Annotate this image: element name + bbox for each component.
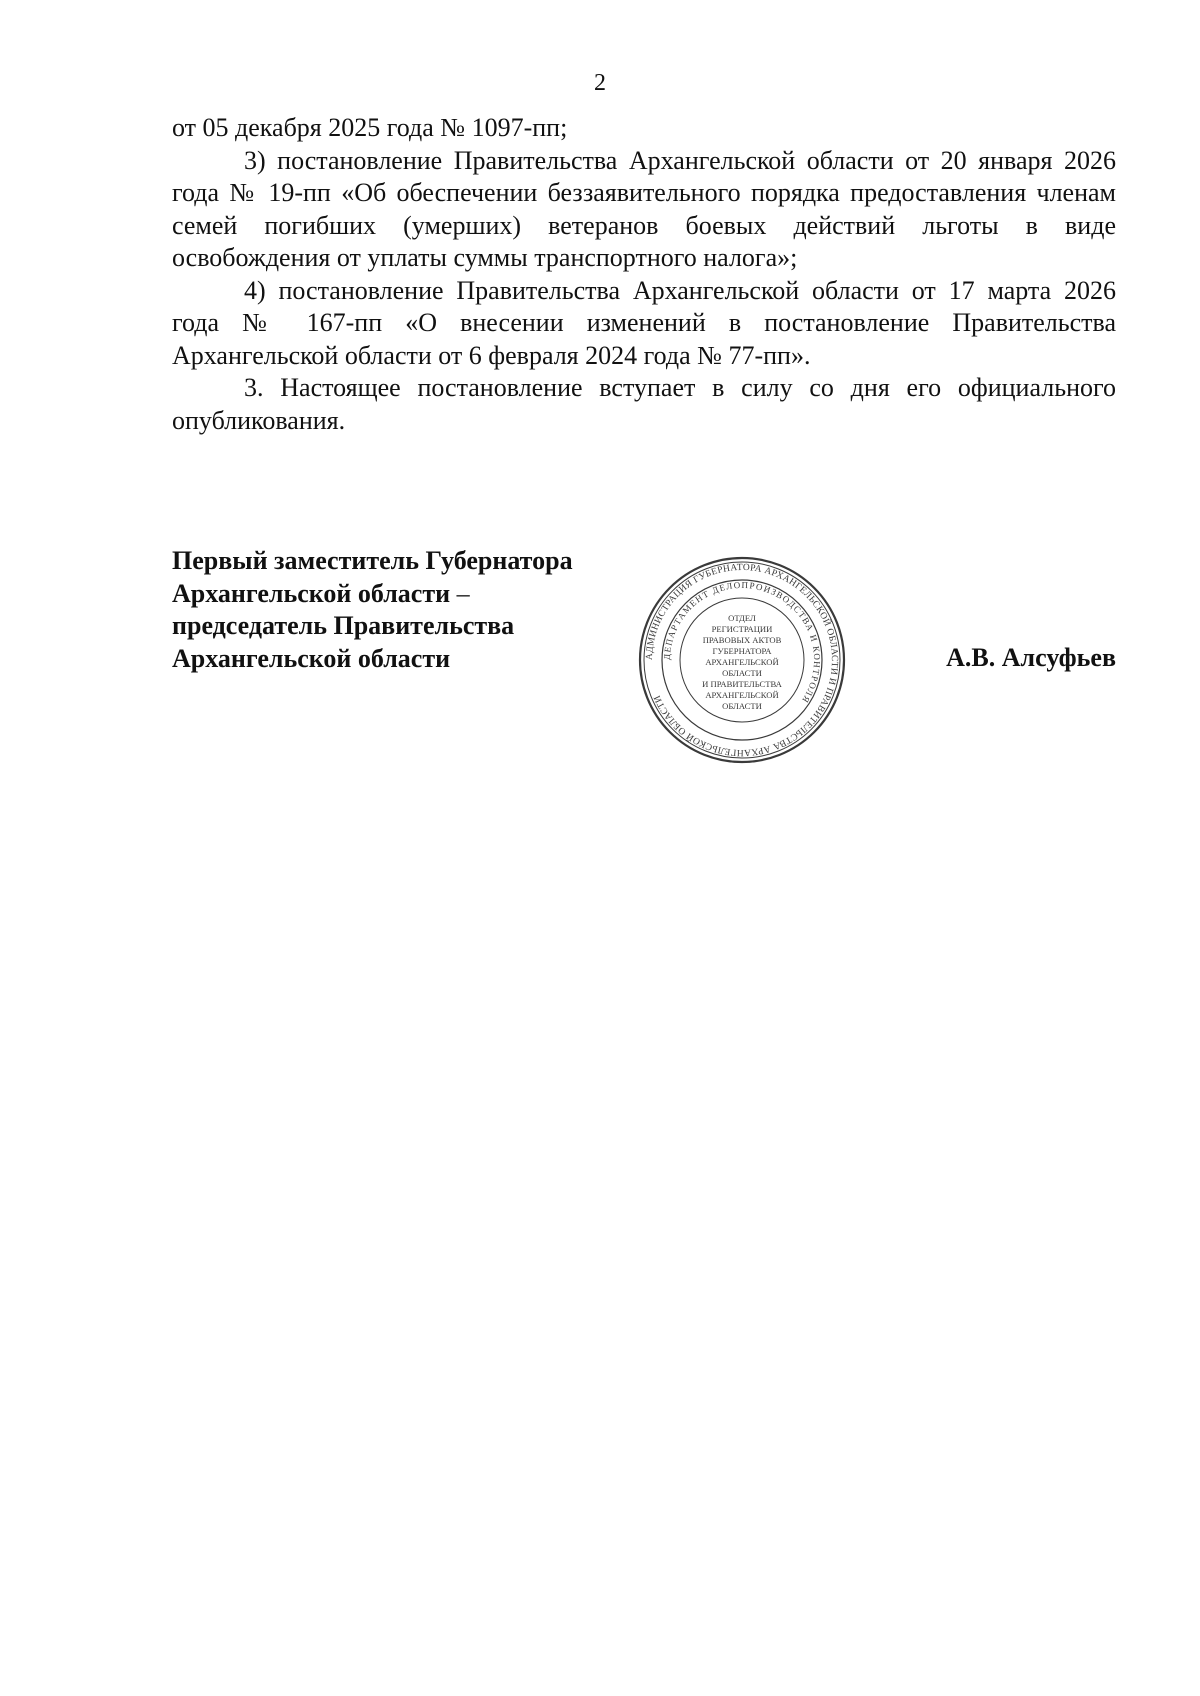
page-number: 2 <box>594 70 606 96</box>
official-seal-stamp <box>637 555 847 765</box>
seal-center-line: ОБЛАСТИ <box>722 668 762 678</box>
seal-center-line: И ПРАВИТЕЛЬСТВА <box>702 679 782 689</box>
signatory-position <box>172 545 652 675</box>
signatory-line-2: Архангельской области – <box>172 578 470 608</box>
seal-center-line: РЕГИСТРАЦИИ <box>711 624 773 634</box>
signer-name: А.В. Алсуфьев <box>946 643 1116 672</box>
seal-center-line: ГУБЕРНАТОРА <box>712 646 772 656</box>
seal-center-line: ОТДЕЛ <box>728 613 756 623</box>
paragraph-item-3: 3) постановление Правительства Архангельской области от 20 января 2026 года № 19-пп «Об обеспечении беззаявительного порядка предоставления членам семей погибших (умерших) ветеранов боевых действий льготы в виде освобождения от уплаты суммы транспортного налога»; <box>172 145 1116 272</box>
seal-outer-text: АДМИНИСТРАЦИЯ ГУБЕРНАТОРА АРХАНГЕЛЬСКОЙ ОБЛАСТИ И ПРАВИТЕЛЬСТВА АРХАНГЕЛЬСКОЙ ОБЛАСТИ <box>644 562 840 758</box>
seal-graphic <box>637 555 847 765</box>
paragraph-item-4: 4) постановление Правительства Архангельской области от 17 марта 2026 года № 167-пп «О внесении изменений в постановление Правительства Архангельской области от 6 февраля 2024 года № 77-пп». <box>172 275 1116 370</box>
signatory-line-1: Первый заместитель Губернатора <box>172 546 573 575</box>
seal-center-line: АРХАНГЕЛЬСКОЙ <box>705 657 779 667</box>
paragraph-effective-date: 3. Настоящее постановление вступает в силу со дня его официального опубликования. <box>172 373 1116 435</box>
signatory-line-4: Архангельской области <box>172 643 451 673</box>
seal-center-line: АРХАНГЕЛЬСКОЙ <box>705 690 779 700</box>
paragraph-continuation: от 05 декабря 2025 года № 1097-пп; <box>172 113 568 142</box>
seal-center-line: ОБЛАСТИ <box>722 701 762 711</box>
document-body <box>172 112 1116 437</box>
seal-ring-text: ДЕПАРТАМЕНТ ДЕЛОПРОИЗВОДСТВА И КОНТРОЛЯ <box>661 579 823 706</box>
seal-center-line: ПРАВОВЫХ АКТОВ <box>702 635 782 645</box>
signatory-line-3: председатель Правительства <box>172 611 515 640</box>
